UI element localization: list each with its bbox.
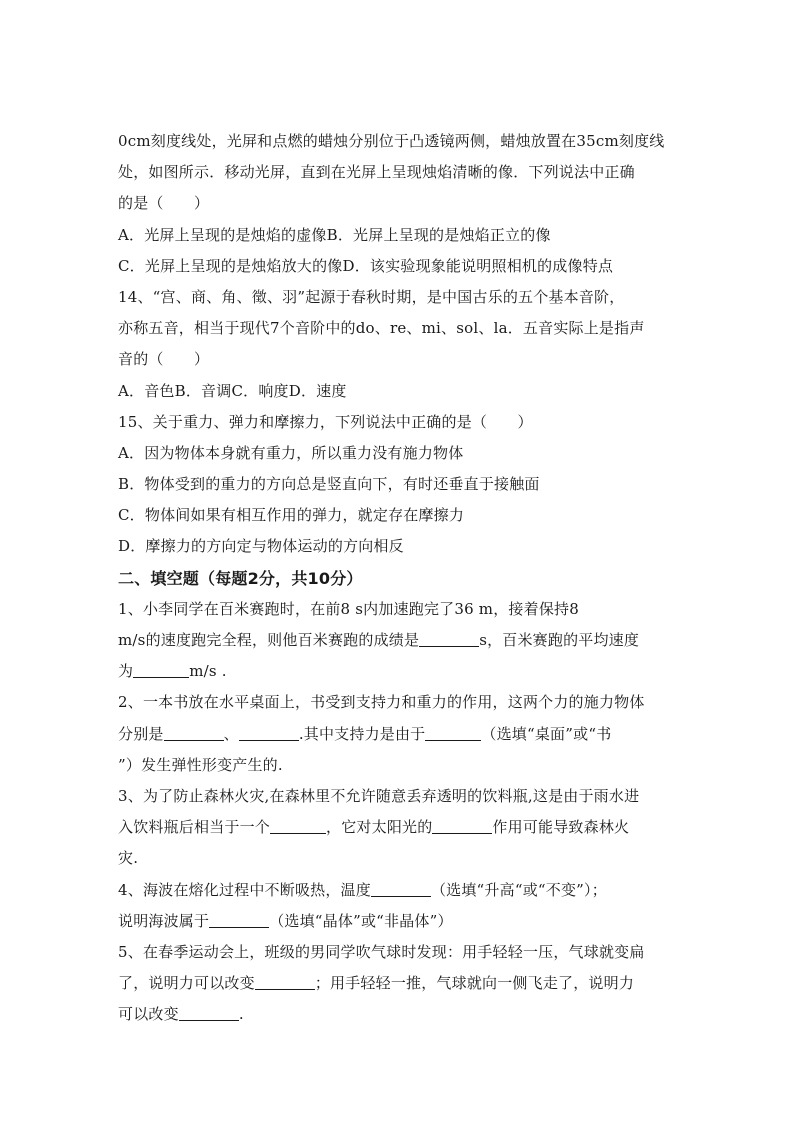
fill-2-blank-3[interactable] (425, 724, 481, 741)
fill-2-line-2 (118, 719, 683, 750)
fill-1-text: s，百米赛跑的平均速度 (479, 631, 640, 649)
fill-5-text: 可以改变 (118, 1005, 179, 1024)
fill-5-line-3 (118, 999, 683, 1030)
fill-5-blank-2[interactable] (179, 1004, 239, 1021)
fill-2-text: .其中支持力是由于 (298, 724, 426, 743)
question-14-stem-line-3: 音的（ ） (118, 350, 210, 369)
fill-1-text: m/s . (189, 662, 227, 681)
fill-4-blank-2[interactable] (209, 911, 269, 928)
fill-2-line-1: 2、一本书放在水平桌面上，书受到支持力和重力的作用，这两个力的施力物体 (118, 693, 645, 712)
fill-3-text: 入饮料瓶后相当于一个 (118, 818, 271, 837)
fill-3-text: 作用可能导致森林火 (492, 818, 630, 837)
fill-3-blank-1[interactable] (270, 817, 326, 834)
question-13-options-cd: C．光屏上呈现的是烛焰放大的像D．该实验现象能说明照相机的成像特点 (118, 256, 614, 275)
question-14-options: A．音色B．音调C．响度D．速度 (118, 381, 347, 400)
fill-3-blank-2[interactable] (432, 817, 492, 834)
fill-5-text: ；用手轻轻一推，气球就向一侧飞走了，说明力 (314, 974, 635, 993)
fill-4-text: （选填“升高“或“不变”）； (430, 880, 607, 899)
fill-2-line-3: ”）发生弹性形变产生的. (118, 755, 283, 774)
fill-3-line-2 (118, 812, 683, 843)
fill-5-text: 了，说明力可以改变 (118, 974, 255, 993)
fill-1-line-1: 1、小李同学在百米赛跑时，在前8 s内加速跑完了36 m，接着保持8 (118, 599, 579, 618)
question-15-option-d: D．摩擦力的方向定与物体运动的方向相反 (118, 537, 404, 556)
fill-4-blank-1[interactable] (371, 880, 431, 897)
question-13-stem-line-2: 处，如图所示．移动光屏，直到在光屏上呈现烛焰清晰的像．下列说法中正确 (118, 163, 635, 182)
question-14-stem-line-1: 14、“宫、商、角、徵、羽”起源于春秋时期，是中国古乐的五个基本音阶， (118, 287, 625, 306)
section-2-heading: 二、填空题（每题2分，共10分） (118, 568, 363, 588)
fill-2-blank-1[interactable] (164, 724, 224, 741)
question-14-stem-line-2: 亦称五音，相当于现代7个音阶中的do、re、mi、sol、la．五音实际上是指声 (118, 319, 645, 338)
fill-2-text: 、 (223, 724, 239, 743)
fill-5-line-2 (118, 968, 683, 999)
fill-5-text: . (238, 1005, 244, 1024)
question-13-stem-line-3: 的是（ ） (118, 194, 210, 213)
fill-5-line-1: 5、在春季运动会上，班级的男同学吹气球时发现：用手轻轻一压，气球就变扁 (118, 942, 645, 961)
question-15-option-b: B．物体受到的重力的方向总是竖直向下，有时还垂直于接触面 (118, 475, 540, 494)
question-15-option-a: A．因为物体本身就有重力，所以重力没有施力物体 (118, 443, 464, 462)
fill-2-text: （选填“桌面”或“书 (481, 724, 612, 743)
fill-3-text: ，它对太阳光的 (326, 818, 433, 837)
fill-4-text: 说明海波属于 (118, 911, 210, 930)
fill-1-blank-1[interactable] (419, 630, 479, 647)
fill-4-text: 4、海波在熔化过程中不断吸热，温度 (118, 880, 371, 899)
question-15-option-c: C．物体间如果有相互作用的弹力，就定存在摩擦力 (118, 506, 465, 525)
question-15-stem: 15、关于重力、弹力和摩擦力，下列说法中正确的是（ ） (118, 412, 533, 431)
question-13-options-ab: A．光屏上呈现的是烛焰的虚像B．光屏上呈现的是烛焰正立的像 (118, 225, 551, 244)
fill-1-line-3 (118, 656, 683, 687)
fill-2-blank-2[interactable] (239, 724, 299, 741)
question-13-stem-line-1: 0cm刻度线处，光屏和点燃的蜡烛分别位于凸透镜两侧，蜡烛放置在35cm刻度线 (118, 132, 665, 150)
fill-1-text: 为 (118, 662, 134, 681)
fill-3-line-3: 灾. (118, 849, 139, 868)
fill-4-line-2 (118, 906, 683, 937)
fill-4-line-1 (118, 875, 683, 906)
exam-page (118, 126, 683, 1030)
fill-5-blank-1[interactable] (255, 973, 315, 990)
fill-3-line-1: 3、为了防止森林火灾,在森林里不允许随意丢弃透明的饮料瓶,这是由于雨水进 (118, 786, 640, 805)
fill-1-blank-2[interactable] (133, 661, 189, 678)
fill-4-text: （选填“晶体”或“非晶体”） (269, 911, 453, 930)
fill-1-line-2 (118, 625, 683, 656)
fill-2-text: 分别是 (118, 724, 164, 743)
fill-1-text: m/s的速度跑完全程，则他百米赛跑的成绩是 (118, 631, 420, 649)
